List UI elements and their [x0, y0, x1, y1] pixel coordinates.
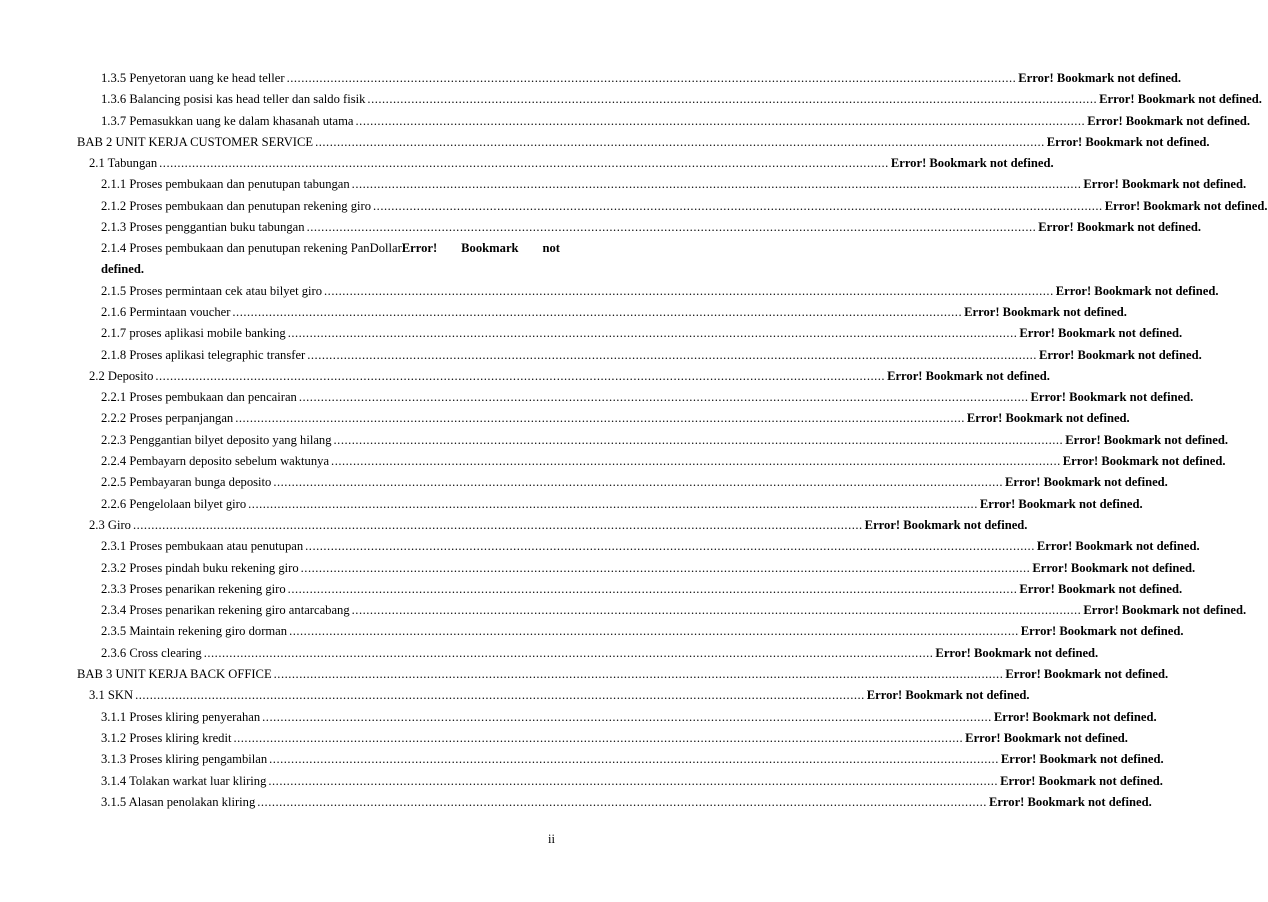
toc-entry-row — [101, 454, 1226, 469]
toc-entry-row — [101, 411, 1130, 426]
toc-entry-error: Error! Bookmark not defined. — [1005, 667, 1169, 682]
dot-leader: ........................................................................................................................................................................................................ — [331, 454, 1061, 469]
toc-entry[interactable] — [101, 411, 1130, 426]
toc-entry-title: 2.1.5 Proses permintaan cek atau bilyet giro — [101, 283, 323, 298]
toc-entry[interactable] — [101, 709, 1157, 725]
toc-entry-error: Error! Bookmark not defined. — [1032, 560, 1196, 575]
toc-entry-title: 2.1.8 Proses aplikasi telegraphic transfer — [101, 347, 306, 362]
toc-entry-title: 3.1.1 Proses kliring penyerahan — [101, 709, 261, 724]
toc-entry-row — [101, 113, 1250, 129]
toc-entry-row — [101, 794, 1152, 810]
toc-entry[interactable] — [101, 283, 1219, 299]
toc-entry-title: 2.1.2 Proses pembukaan dan penutupan rekening giro — [101, 198, 372, 213]
toc-entry-row — [101, 347, 1202, 363]
dot-leader: ........................................................................................................................................................................................................ — [367, 92, 1098, 107]
toc-entry-error: Error! Bookmark not defined. — [1019, 581, 1183, 596]
toc-entry-title: 2.2 Deposito — [89, 368, 154, 383]
dot-leader: ........................................................................................................................................................................................................ — [135, 688, 865, 703]
toc-entry-title: 2.2.4 Pembayarn deposito sebelum waktunya — [101, 454, 330, 469]
dot-leader: ........................................................................................................................................................................................................ — [235, 411, 965, 426]
dot-leader: ........................................................................................................................................................................................................ — [132, 517, 863, 532]
toc-entry-row — [101, 496, 1143, 512]
toc-entry-error: Error! Bookmark not defined. — [1104, 198, 1268, 213]
toc-entry-row — [77, 667, 1169, 682]
toc-entry-title: 2.2.2 Proses perpanjangan — [101, 411, 234, 426]
toc-entry[interactable] — [101, 645, 1099, 661]
toc-entry-title: 3.1.5 Alasan penolakan kliring — [101, 794, 256, 809]
toc-entry-row — [101, 390, 1194, 405]
toc-entry[interactable] — [101, 794, 1152, 810]
dot-leader: ........................................................................................................................................................................................................ — [287, 326, 1018, 341]
toc-entry-title: 2.3.2 Proses pindah buku rekening giro — [101, 560, 299, 575]
dot-leader: ........................................................................................................................................................................................................ — [287, 581, 1018, 596]
toc-entry-error: Error! Bookmark not defined. — [1005, 475, 1168, 490]
dot-leader: ........................................................................................................................................................................................................ — [298, 390, 1029, 405]
toc-entry-error: Error! Bookmark not defined. — [1018, 71, 1182, 85]
toc-entry-title: 2.1.3 Proses penggantian buku tabungan — [101, 220, 305, 235]
toc-entry-error-word: Bookmark — [461, 241, 519, 256]
toc-entry-title: 2.2.1 Proses pembukaan dan pencairan — [101, 390, 297, 405]
toc-entry[interactable] — [101, 475, 1168, 490]
toc-entry-error: Error! Bookmark not defined. — [966, 411, 1130, 426]
toc-entry-title: 2.2.6 Pengelolaan bilyet giro — [101, 496, 247, 511]
dot-leader: ........................................................................................................................................................................................................ — [306, 220, 1037, 235]
toc-entry[interactable] — [101, 113, 1250, 129]
toc-entry-title: 2.3.1 Proses pembukaan atau penutupan — [101, 539, 304, 554]
toc-entry[interactable] — [89, 156, 1054, 171]
toc-entry-title: 2.1.4 Proses pembukaan dan penutupan rekening PanDollar — [101, 241, 402, 256]
toc-entry-row — [101, 241, 560, 256]
toc-entry-title: 3.1.2 Proses kliring kredit — [101, 730, 232, 745]
toc-entry-row — [101, 645, 1099, 661]
toc-entry[interactable] — [101, 220, 1202, 235]
toc-entry-row — [101, 92, 1262, 107]
dot-leader: ........................................................................................................................................................................................................ — [273, 667, 1004, 682]
dot-leader: ........................................................................................................................................................................................................ — [155, 368, 886, 383]
toc-entry-title: 2.3.6 Cross clearing — [101, 645, 202, 660]
dot-leader: ........................................................................................................................................................................................................ — [351, 177, 1082, 192]
toc-entry-row — [101, 326, 1183, 341]
toc-entry[interactable] — [89, 517, 1028, 533]
toc-entry-row — [101, 603, 1247, 618]
dot-leader: ........................................................................................................................................................................................................ — [355, 113, 1086, 128]
toc-entry-error: Error! Bookmark not defined. — [1036, 539, 1200, 554]
dot-leader: ........................................................................................................................................................................................................ — [351, 603, 1082, 618]
toc-entry-title: 2.2.3 Penggantian bilyet deposito yang hilang — [101, 432, 332, 447]
toc-entry-title: 2.3 Giro — [89, 517, 131, 532]
toc-entry-row — [101, 432, 1228, 448]
toc-entry-row — [101, 773, 1163, 789]
toc-entry-row — [77, 134, 1210, 150]
toc-entry-row — [101, 624, 1184, 639]
toc-entry-title: 2.1.1 Proses pembukaan dan penutupan tabungan — [101, 177, 350, 192]
toc-entry[interactable] — [101, 581, 1183, 597]
toc-entry[interactable] — [89, 368, 1050, 384]
toc-entry[interactable] — [101, 773, 1163, 789]
toc-entry[interactable] — [101, 603, 1247, 618]
toc-entry-title: 3.1.4 Tolakan warkat luar kliring — [101, 773, 267, 788]
toc-entry-error: Error! Bookmark not defined. — [1030, 390, 1194, 405]
toc-entry-row — [101, 71, 1182, 86]
toc-entry-error: Error! Bookmark not defined. — [965, 730, 1128, 745]
toc-entry-row — [101, 709, 1157, 725]
toc-entry[interactable] — [101, 730, 1128, 746]
toc-entry-title: 1.3.5 Penyetoran uang ke head teller — [101, 71, 285, 85]
toc-entry-row — [101, 220, 1202, 235]
toc-entry-error: Error! Bookmark not defined. — [964, 304, 1127, 319]
toc-entry-row — [101, 198, 1268, 214]
toc-entry-error: Error! Bookmark not defined. — [1062, 454, 1226, 469]
toc-entry[interactable] — [101, 92, 1262, 107]
toc-entry-error: Error! Bookmark not defined. — [1038, 347, 1202, 362]
toc-entry[interactable] — [101, 496, 1143, 512]
toc-entry-error: Error! Bookmark not defined. — [1000, 773, 1163, 788]
toc-entry[interactable] — [101, 347, 1202, 363]
dot-leader: ........................................................................................................................................................................................................ — [233, 730, 964, 745]
toc-entry-error: Error! Bookmark not defined. — [1038, 220, 1202, 235]
toc-entry-title: 3.1.3 Proses kliring pengambilan — [101, 752, 268, 767]
toc-entry[interactable] — [101, 326, 1183, 341]
toc-entry-error: Error! Bookmark not defined. — [1099, 92, 1262, 107]
dot-leader: ........................................................................................................................................................................................................ — [373, 198, 1103, 213]
toc-entry-title: BAB 2 UNIT KERJA CUSTOMER SERVICE — [77, 134, 314, 149]
toc-entry-row — [101, 283, 1219, 299]
toc-entry[interactable] — [101, 539, 1200, 554]
dot-leader: ........................................................................................................................................................................................................ — [248, 496, 978, 511]
page-number: ii — [548, 832, 555, 846]
toc-entry[interactable] — [101, 304, 1127, 320]
toc-entry-error: Error! Bookmark not defined. — [1083, 177, 1247, 192]
toc-entry-error: Error! Bookmark not defined. — [935, 645, 1099, 660]
toc-entry[interactable] — [77, 134, 1210, 150]
toc-entry-title: 2.1.7 proses aplikasi mobile banking — [101, 326, 286, 341]
dot-leader: ........................................................................................................................................................................................................ — [268, 773, 999, 788]
toc-entry[interactable] — [89, 688, 1030, 703]
dot-leader: ........................................................................................................................................................................................................ — [203, 645, 934, 660]
toc-entry-title: 2.3.4 Proses penarikan rekening giro antarcabang — [101, 603, 350, 618]
dot-leader: ........................................................................................................................................................................................................ — [232, 304, 963, 319]
toc-entry[interactable] — [101, 624, 1184, 639]
dot-leader: ........................................................................................................................................................................................................ — [324, 283, 1054, 298]
toc-entry-row — [101, 539, 1200, 554]
toc-entry-row — [101, 475, 1168, 490]
toc-entry-error: Error! Bookmark not defined. — [1083, 603, 1247, 618]
toc-entry-row — [89, 368, 1050, 384]
toc-entry-row — [89, 688, 1030, 703]
toc-entry[interactable] — [101, 198, 1268, 214]
toc-entry[interactable] — [101, 752, 1164, 767]
toc-entry-error: Error! Bookmark not defined. — [993, 709, 1157, 724]
toc-entry-title: 2.1.6 Permintaan voucher — [101, 304, 231, 319]
toc-entry-row — [101, 730, 1128, 746]
dot-leader: ........................................................................................................................................................................................................ — [333, 432, 1064, 447]
dot-leader: ........................................................................................................................................................................................................ — [273, 475, 1004, 490]
toc-entry[interactable] — [101, 241, 560, 277]
toc-entry-title: 1.3.7 Pemasukkan uang ke dalam khasanah utama — [101, 113, 354, 128]
toc-entry[interactable] — [101, 432, 1228, 448]
toc-entry-error-continuation: defined. — [101, 262, 145, 277]
toc-entry-row — [101, 560, 1196, 576]
toc-entry-row — [101, 752, 1164, 767]
toc-entry-error: Error! Bookmark not defined. — [979, 496, 1143, 511]
toc-entry-row — [101, 304, 1127, 320]
dot-leader: ........................................................................................................................................................................................................ — [289, 624, 1019, 639]
dot-leader: ........................................................................................................................................................................................................ — [305, 539, 1035, 554]
toc-entry[interactable] — [101, 71, 1182, 86]
toc-entry-error-word: not — [542, 241, 560, 256]
dot-leader: ........................................................................................................................................................................................................ — [300, 560, 1031, 575]
toc-entry[interactable] — [101, 454, 1226, 469]
dot-leader: ........................................................................................................................................................................................................ — [257, 794, 987, 809]
toc-entry-error — [402, 241, 560, 256]
toc-entry-error: Error! Bookmark not defined. — [1000, 752, 1164, 767]
table-of-contents — [0, 71, 1268, 816]
dot-leader: ........................................................................................................................................................................................................ — [262, 709, 992, 724]
toc-entry-error: Error! Bookmark not defined. — [890, 156, 1054, 171]
toc-entry-error: Error! Bookmark not defined. — [1055, 283, 1219, 298]
toc-entry-title: 2.3.5 Maintain rekening giro dorman — [101, 624, 288, 639]
toc-entry-error-word: Error! — [401, 241, 438, 256]
dot-leader: ........................................................................................................................................................................................................ — [307, 347, 1037, 362]
toc-entry-row — [101, 177, 1247, 192]
toc-entry-error: Error! Bookmark not defined. — [1087, 113, 1250, 128]
toc-entry-error: Error! Bookmark not defined. — [1019, 326, 1183, 341]
toc-entry[interactable] — [101, 177, 1247, 192]
dot-leader: ........................................................................................................................................................................................................ — [159, 156, 889, 171]
toc-entry-row — [89, 517, 1028, 533]
toc-entry-title: 2.1 Tabungan — [89, 156, 158, 171]
toc-entry[interactable] — [101, 390, 1194, 405]
toc-entry-row — [101, 581, 1183, 597]
toc-entry-title: 3.1 SKN — [89, 688, 134, 703]
dot-leader: ........................................................................................................................................................................................................ — [286, 71, 1017, 85]
toc-entry-error: Error! Bookmark not defined. — [988, 794, 1152, 809]
toc-entry-title: 1.3.6 Balancing posisi kas head teller dan saldo fisik — [101, 92, 366, 107]
toc-entry-error: Error! Bookmark not defined. — [887, 368, 1050, 383]
toc-entry-error: Error! Bookmark not defined. — [864, 517, 1028, 532]
toc-entry-error: Error! Bookmark not defined. — [866, 688, 1030, 703]
toc-entry[interactable] — [101, 560, 1196, 576]
dot-leader: ........................................................................................................................................................................................................ — [269, 752, 999, 767]
toc-entry-row — [89, 156, 1054, 171]
toc-entry-title: 2.2.5 Pembayaran bunga deposito — [101, 475, 272, 490]
toc-entry-title: BAB 3 UNIT KERJA BACK OFFICE — [77, 667, 272, 682]
toc-entry-error: Error! Bookmark not defined. — [1046, 134, 1210, 149]
toc-entry-error: Error! Bookmark not defined. — [1020, 624, 1184, 639]
dot-leader: ........................................................................................................................................................................................................ — [315, 134, 1045, 149]
toc-entry-error: Error! Bookmark not defined. — [1065, 432, 1228, 447]
toc-entry-title: 2.3.3 Proses penarikan rekening giro — [101, 581, 286, 596]
toc-entry[interactable] — [77, 667, 1169, 682]
